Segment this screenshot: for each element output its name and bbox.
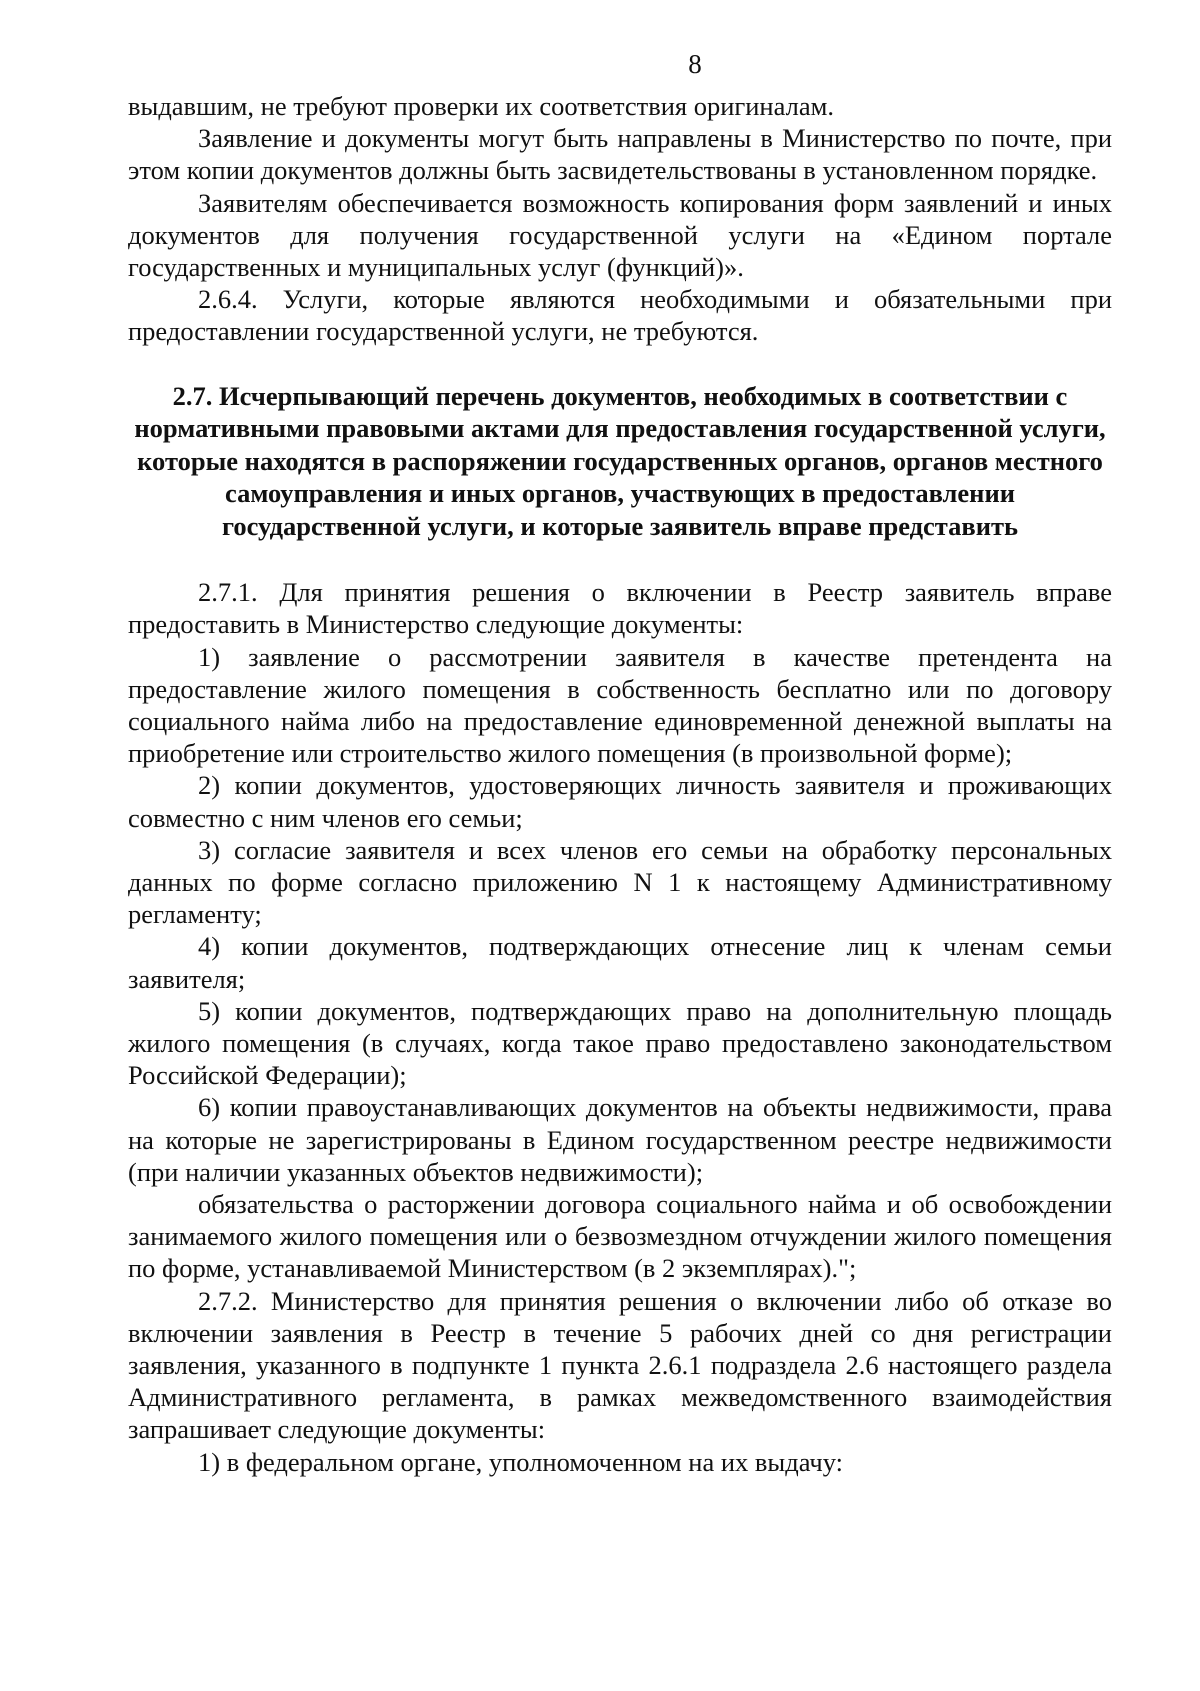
paragraph: обязательства о расторжении договора социального найма и об освобождении занимаемого жилого помещения или о безвозмездном отчуждении жилого помещения по форме, устанавливаемой Министерством (в 2 экземплярах)."; bbox=[128, 1188, 1112, 1284]
paragraph: Заявление и документы могут быть направлены в Министерство по почте, при этом копии документов должны быть засвидетельствованы в установленном порядке. bbox=[128, 123, 1112, 186]
paragraph: Заявителям обеспечивается возможность копирования форм заявлений и иных документов для получения государственной услуги на «Едином портале государственных и муниципальных услуг (функций)». bbox=[128, 187, 1112, 283]
paragraph: 2.6.4. Услуги, которые являются необходимыми и обязательными при предоставлении государственной услуги, не требуются. bbox=[128, 284, 1112, 347]
paragraph: 2.7.2. Министерство для принятия решения о включении либо об отказе во включении заявления в Реестр в течение 5 рабочих дней со дня регистрации заявления, указанного в подпункте 1 пункта 2.6.1 подраздела 2.6 настоящего раздела Административного регламента, в рамках межведомственного взаимодействия запрашивает следующие документы: bbox=[128, 1285, 1112, 1445]
document-page bbox=[128, 44, 1112, 1478]
list-item: 5) копии документов, подтверждающих право на дополнительную площадь жилого помещения (в случаях, когда такое право предоставлено законодательством Российской Федерации); bbox=[128, 995, 1112, 1091]
list-item: 4) копии документов, подтверждающих отнесение лиц к членам семьи заявителя; bbox=[128, 931, 1112, 994]
list-item: 6) копии правоустанавливающих документов на объекты недвижимости, права на которые не зарегистрированы в Едином государственном реестре недвижимости (при наличии указанных объектов недвижимости); bbox=[128, 1092, 1112, 1187]
list-item: 2) копии документов, удостоверяющих личность заявителя и проживающих совместно с ним членов его семьи; bbox=[128, 770, 1112, 833]
paragraphs-before bbox=[128, 90, 1112, 348]
paragraphs-after bbox=[128, 576, 1112, 1478]
section-heading: 2.7. Исчерпывающий перечень документов, необходимых в соответствии с нормативными правовыми актами для предоставления государственной услуги, которые находятся в распоряжении государственных органов, органов местного самоуправления и иных органов, участвующих в предоставлении государственной услуги, и которые заявитель вправе представить bbox=[134, 380, 1106, 541]
paragraph: выдавшим, не требуют проверки их соответствия оригиналам. bbox=[128, 91, 834, 121]
list-item: 1) заявление о рассмотрении заявителя в качестве претендента на предоставление жилого помещения в собственность бесплатно или по договору социального найма либо на предоставление единовременной денежной выплаты на приобретение или строительство жилого помещения (в произвольной форме); bbox=[128, 641, 1112, 769]
list-item: 3) согласие заявителя и всех членов его семьи на обработку персональных данных по форме согласно приложению N 1 к настоящему Административному регламенту; bbox=[128, 834, 1112, 930]
page-number: 8 bbox=[688, 49, 702, 79]
list-item: 1) в федеральном органе, уполномоченном на их выдачу: bbox=[198, 1446, 843, 1477]
paragraph: 2.7.1. Для принятия решения о включении в Реестр заявитель вправе предоставить в Министерство следующие документы: bbox=[128, 577, 1112, 640]
